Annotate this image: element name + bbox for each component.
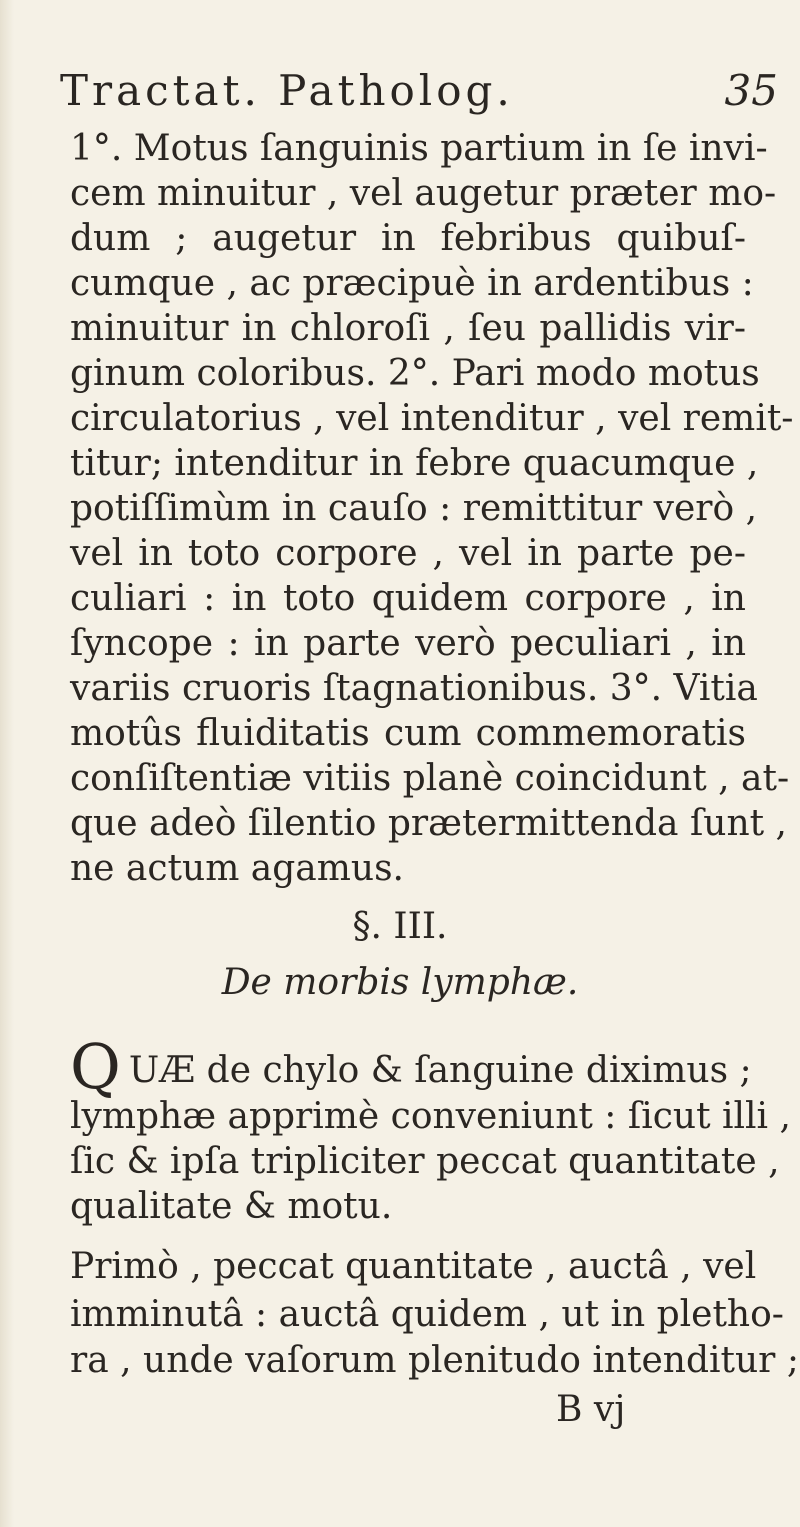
text-line: lymphæ apprimè conveniunt : ſicut illi , (70, 1096, 791, 1137)
text-line: titur; intenditur in febre quacumque , (70, 443, 759, 484)
text-line: vel in toto corpore , vel in parte pe- (70, 533, 746, 574)
text-line: culiari : in toto quidem corpore , in (70, 578, 746, 619)
text-line: ne actum agamus. (70, 848, 405, 889)
text-line-dropcap (70, 1030, 752, 1103)
text-line: cem minuitur , vel augetur præter mo- (70, 173, 777, 214)
text-line: 1°. Motus ſanguinis partium in ſe invi- (70, 128, 768, 169)
text-line: ginum coloribus. 2°. Pari modo motus (70, 353, 760, 394)
page-binding-shadow (0, 0, 14, 1527)
text-line: minuitur in chloroſi , ſeu pallidis vir- (70, 308, 746, 349)
running-title: Tractat. Patholog. (60, 66, 514, 115)
page-number: 35 (724, 66, 778, 115)
text-line: que adeò ſilentio prætermittenda ſunt , (70, 803, 787, 844)
text-line: qualitate & motu. (70, 1186, 393, 1227)
section-number: §. III. (352, 906, 448, 947)
text-line: potiſſimùm in cauſo : remittitur verò , (70, 488, 758, 529)
signature-mark: B vj (556, 1389, 626, 1430)
text-line: dum ; augetur in febribus quibuſ- (70, 218, 746, 259)
running-header (60, 66, 780, 124)
text-line: variis cruoris ſtagnationibus. 3°. Vitia (70, 668, 758, 709)
drop-capital: Q (70, 1030, 121, 1103)
text-line: ra , unde vaſorum plenitudo intenditur ; (70, 1340, 799, 1381)
text-line: circulatorius , vel intenditur , vel remit- (70, 398, 794, 439)
text-line-rest: UÆ de chylo & ſanguine diximus ; (128, 1050, 752, 1091)
text-line: motûs fluiditatis cum commemoratis (70, 713, 746, 754)
text-line: conſiſtentiæ vitiis planè coincidunt , at- (70, 758, 790, 799)
text-line: Primò , peccat quantitate , auctâ , vel (70, 1246, 757, 1287)
text-line: ſyncope : in parte verò peculiari , in (70, 623, 746, 664)
text-line: cumque , ac præcipuè in ardentibus : (70, 263, 754, 304)
section-title: De morbis lymphæ. (221, 962, 579, 1003)
text-line: ſic & ipſa tripliciter peccat quantitate , (70, 1141, 780, 1182)
text-line: imminutâ : auctâ quidem , ut in pletho- (70, 1294, 784, 1335)
